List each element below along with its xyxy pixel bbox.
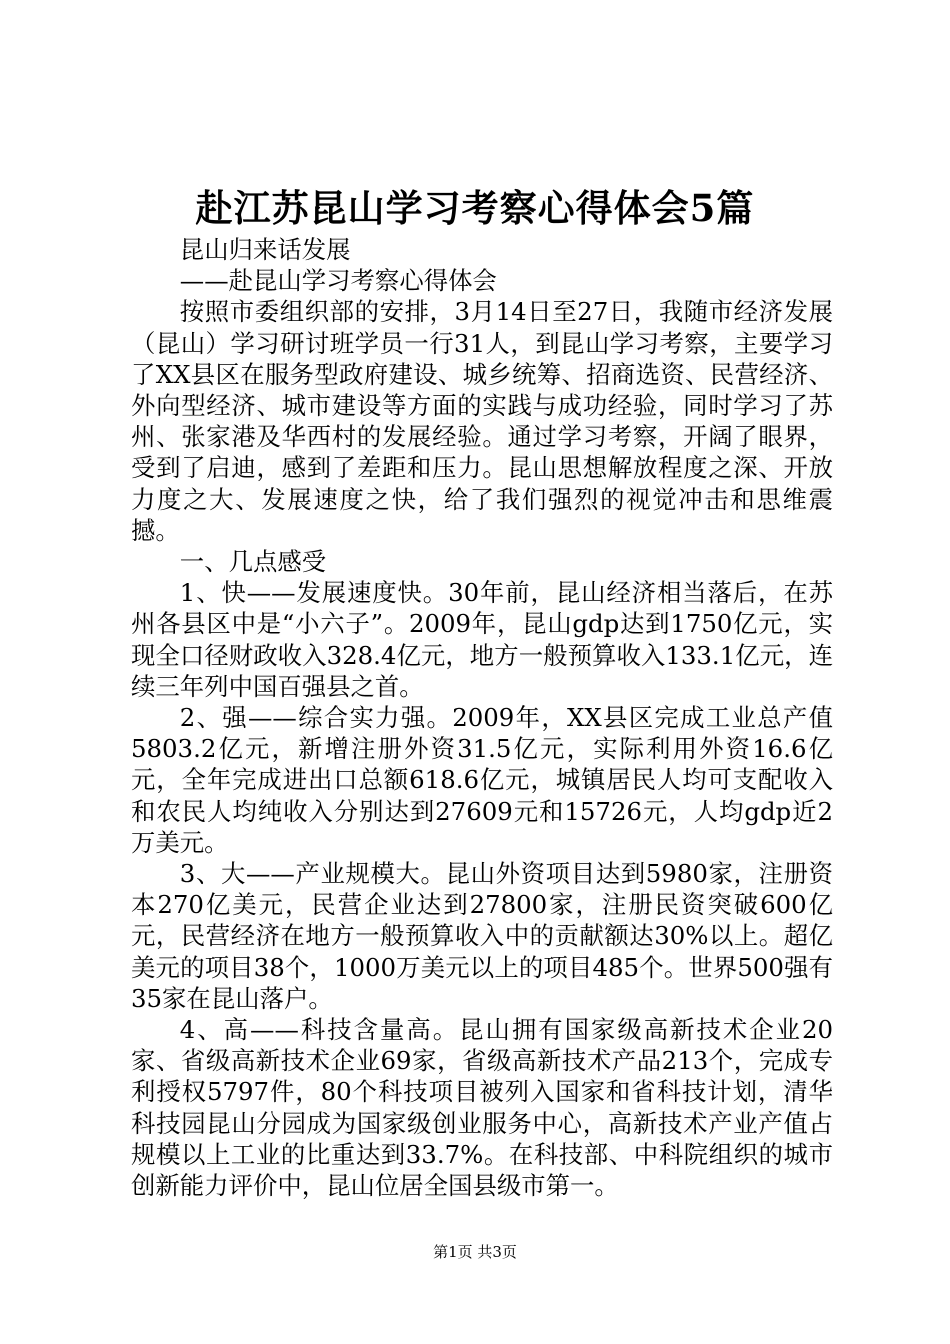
page-footer: 第1页 共3页	[433, 1243, 517, 1261]
paragraph-point-1: 1、快——发展速度快。30年前，昆山经济相当落后，在苏州各县区中是“小六子”。2009年，昆山gdp达到1750亿元，实现全口径财政收入328.4亿元，地方一般预算收入133.1亿元，连续三年列中国百强县之首。	[131, 578, 833, 701]
document-title: 赴江苏昆山学习考察心得体会5篇	[195, 186, 755, 230]
paragraph-point-3: 3、大——产业规模大。昆山外资项目达到5980家，注册资本270亿美元，民营企业达到27800家，注册民资突破600亿元，民营经济在地方一般预算收入中的贡献额达30%以上。超亿美元的项目38个，1000万美元以上的项目485个。世界500强有35家在昆山落户。	[131, 859, 833, 1013]
paragraph-subheading: ——赴昆山学习考察心得体会	[179, 266, 497, 296]
paragraph-subtitle: 昆山归来话发展	[179, 235, 351, 264]
document-body	[131, 234, 833, 1201]
paragraph-point-4: 4、高——科技含量高。昆山拥有国家级高新技术企业20家、省级高新技术企业69家，省级高新技术产品213个，完成专利授权5797件，80个科技项目被列入国家和省科技计划，清华科技园昆山分园成为国家级创业服务中心，高新技术产业产值占规模以上工业的比重达到33.7%。在科技部、中科院组织的城市创新能力评价中，昆山位居全国县级市第一。	[131, 1015, 833, 1201]
section-heading: 一、几点感受	[179, 547, 327, 577]
paragraph-intro: 按照市委组织部的安排，3月14日至27日，我随市经济发展（昆山）学习研讨班学员一行31人，到昆山学习考察，主要学习了XX县区在服务型政府建设、城乡统筹、招商选资、民营经济、外向型经济、城市建设等方面的实践与成功经验，同时学习了苏州、张家港及华西村的发展经验。通过学习考察，开阔了眼界，受到了启迪，感到了差距和压力。昆山思想解放程度之深、开放力度之大、发展速度之快，给了我们强烈的视觉冲击和思维震撼。	[131, 297, 833, 545]
paragraph-point-2: 2、强——综合实力强。2009年，XX县区完成工业总产值5803.2亿元，新增注册外资31.5亿元，实际利用外资16.6亿元，全年完成进出口总额618.6亿元，城镇居民人均可支配收入和农民人均纯收入分别达到27609元和15726元，人均gdp近2万美元。	[131, 703, 833, 857]
